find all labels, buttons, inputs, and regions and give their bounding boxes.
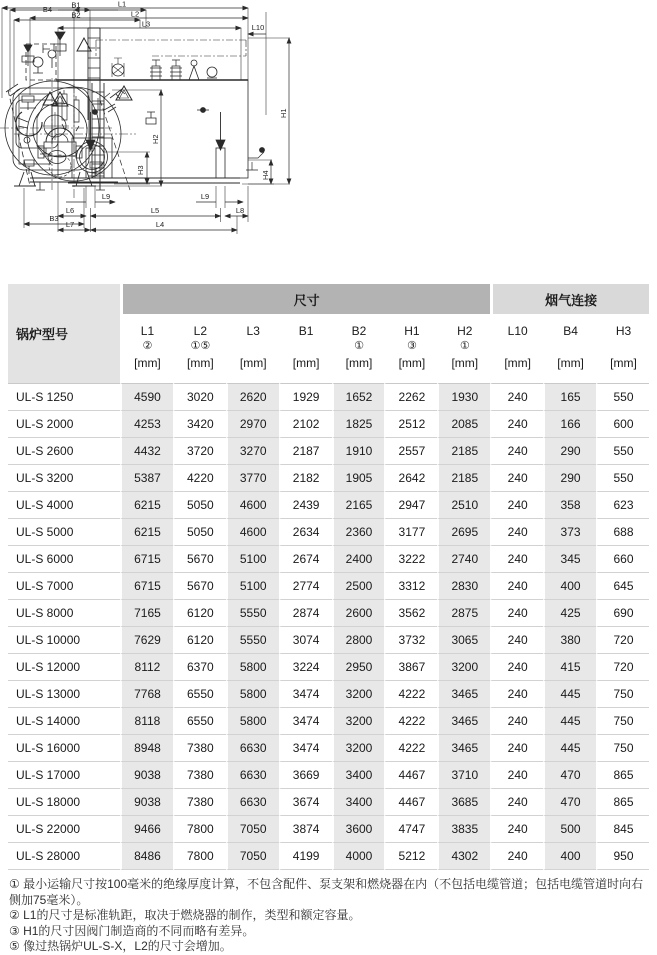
technical-drawings (0, 0, 657, 282)
value-cell-l2: 3720 (173, 438, 226, 465)
value-cell-l3: 5800 (226, 681, 279, 708)
value-cell-l2: 7800 (173, 843, 226, 870)
value-cell-h3: 950 (596, 843, 649, 870)
table-row (8, 708, 649, 735)
value-cell-b2: 3200 (332, 708, 385, 735)
value-cell-h1: 5212 (384, 843, 437, 870)
table-row (8, 492, 649, 519)
value-cell-b4: 290 (543, 438, 596, 465)
value-cell-l2: 5050 (173, 519, 226, 546)
value-cell-h3: 690 (596, 600, 649, 627)
value-cell-b1: 3474 (279, 735, 332, 762)
value-cell-l10: 240 (490, 519, 543, 546)
model-cell: UL-S 5000 (8, 519, 120, 546)
value-cell-l1: 5387 (120, 465, 173, 492)
value-cell-b4: 373 (543, 519, 596, 546)
value-cell-b2: 3200 (332, 681, 385, 708)
model-cell: UL-S 6000 (8, 546, 120, 573)
value-cell-l1: 9038 (120, 789, 173, 816)
value-cell-b2: 2950 (332, 654, 385, 681)
value-cell-h2: 4302 (437, 843, 490, 870)
value-cell-l2: 4220 (173, 465, 226, 492)
value-cell-l3: 2970 (226, 411, 279, 438)
model-cell: UL-S 18000 (8, 789, 120, 816)
model-cell: UL-S 16000 (8, 735, 120, 762)
value-cell-h2: 3200 (437, 654, 490, 681)
value-cell-h2: 2740 (437, 546, 490, 573)
value-cell-l1: 6215 (120, 492, 173, 519)
value-cell-l3: 4600 (226, 492, 279, 519)
footnote: ② L1的尺寸是标准轨距，取决于燃烧器的制作，类型和额定容量。 (9, 908, 361, 922)
model-cell: UL-S 17000 (8, 762, 120, 789)
table-row (8, 735, 649, 762)
value-cell-b1: 4199 (279, 843, 332, 870)
value-cell-l3: 7050 (226, 843, 279, 870)
model-cell: UL-S 10000 (8, 627, 120, 654)
value-cell-h1: 3732 (384, 627, 437, 654)
dim-label-l9-left: L9 (101, 192, 111, 201)
dim-label-h1: H1 (279, 108, 288, 118)
value-cell-h3: 865 (596, 789, 649, 816)
value-cell-l3: 5100 (226, 573, 279, 600)
value-cell-h3: 688 (596, 519, 649, 546)
value-cell-l1: 8486 (120, 843, 173, 870)
model-cell: UL-S 14000 (8, 708, 120, 735)
value-cell-l10: 240 (490, 789, 543, 816)
table-row (8, 438, 649, 465)
value-cell-b2: 3400 (332, 789, 385, 816)
value-cell-b4: 415 (543, 654, 596, 681)
value-cell-l1: 8112 (120, 654, 173, 681)
value-cell-l2: 6550 (173, 708, 226, 735)
value-cell-l10: 240 (490, 465, 543, 492)
value-cell-b2: 3200 (332, 735, 385, 762)
value-cell-l10: 240 (490, 816, 543, 843)
value-cell-l3: 6630 (226, 789, 279, 816)
value-cell-h2: 3835 (437, 816, 490, 843)
value-cell-h1: 2512 (384, 411, 437, 438)
value-cell-l3: 4600 (226, 519, 279, 546)
dim-label-l7: L7 (65, 220, 75, 229)
value-cell-b4: 470 (543, 762, 596, 789)
value-cell-h2: 3465 (437, 735, 490, 762)
value-cell-l3: 7050 (226, 816, 279, 843)
value-cell-h2: 2185 (437, 465, 490, 492)
value-cell-b2: 4000 (332, 843, 385, 870)
value-cell-b1: 2674 (279, 546, 332, 573)
table-row (8, 519, 649, 546)
value-cell-l3: 3770 (226, 465, 279, 492)
model-cell: UL-S 4000 (8, 492, 120, 519)
table-row (8, 762, 649, 789)
dim-label-l10: L10 (251, 23, 265, 32)
footnote: ⑤ 像过热锅炉UL-S-X，L2的尺寸会增加。 (9, 939, 232, 953)
value-cell-l1: 4590 (120, 384, 173, 411)
dim-label-b2: B2 (71, 10, 81, 20)
end-view-drawing (0, 0, 180, 256)
value-cell-h3: 660 (596, 546, 649, 573)
value-cell-h1: 3312 (384, 573, 437, 600)
table-row (8, 789, 649, 816)
dim-label-l2: L2 (130, 9, 140, 19)
value-cell-l2: 6120 (173, 600, 226, 627)
value-cell-b4: 400 (543, 573, 596, 600)
value-cell-l1: 8948 (120, 735, 173, 762)
column-header-b1: B1 [mm] (279, 317, 332, 384)
value-cell-b4: 500 (543, 816, 596, 843)
value-cell-l2: 6120 (173, 627, 226, 654)
value-cell-b2: 2165 (332, 492, 385, 519)
value-cell-h1: 3222 (384, 546, 437, 573)
value-cell-b1: 2774 (279, 573, 332, 600)
value-cell-l10: 240 (490, 384, 543, 411)
model-cell: UL-S 3200 (8, 465, 120, 492)
model-cell: UL-S 22000 (8, 816, 120, 843)
value-cell-h3: 550 (596, 465, 649, 492)
value-cell-b4: 445 (543, 681, 596, 708)
dim-label-l8: L8 (235, 206, 245, 215)
value-cell-l3: 6630 (226, 762, 279, 789)
dim-label-b1: B1 (71, 0, 81, 10)
value-cell-b2: 2600 (332, 600, 385, 627)
value-cell-l2: 5670 (173, 573, 226, 600)
value-cell-l10: 240 (490, 438, 543, 465)
value-cell-b2: 1910 (332, 438, 385, 465)
value-cell-b4: 345 (543, 546, 596, 573)
value-cell-l3: 5800 (226, 654, 279, 681)
value-cell-b2: 1905 (332, 465, 385, 492)
value-cell-h2: 2695 (437, 519, 490, 546)
value-cell-b1: 2187 (279, 438, 332, 465)
value-cell-h3: 845 (596, 816, 649, 843)
table-row (8, 843, 649, 870)
value-cell-b4: 358 (543, 492, 596, 519)
column-header-l3: L3 [mm] (226, 317, 279, 384)
column-header-l2: L2 ①⑤ [mm] (173, 317, 226, 384)
value-cell-l2: 6550 (173, 681, 226, 708)
value-cell-b1: 3474 (279, 708, 332, 735)
value-cell-b2: 2400 (332, 546, 385, 573)
group-header-flue-connection: 烟气连接 (490, 284, 649, 317)
model-cell: UL-S 1250 (8, 384, 120, 411)
value-cell-h3: 550 (596, 438, 649, 465)
value-cell-l1: 8118 (120, 708, 173, 735)
value-cell-l3: 5550 (226, 627, 279, 654)
value-cell-h1: 4222 (384, 681, 437, 708)
dim-label-l1: L1 (117, 0, 127, 9)
value-cell-l10: 240 (490, 411, 543, 438)
model-cell: UL-S 2600 (8, 438, 120, 465)
value-cell-h2: 2185 (437, 438, 490, 465)
model-cell: UL-S 8000 (8, 600, 120, 627)
footnote: ① 最小运输尺寸按100毫米的绝缘厚度计算，不包含配件、泵支架和燃烧器在内（不包括电缆管道；包括电缆管道时向右侧加75毫米）。 (9, 877, 644, 907)
table-row (8, 600, 649, 627)
value-cell-h1: 4222 (384, 735, 437, 762)
value-cell-l10: 240 (490, 843, 543, 870)
table-row (8, 573, 649, 600)
value-cell-h3: 750 (596, 681, 649, 708)
model-cell: UL-S 13000 (8, 681, 120, 708)
value-cell-l1: 4253 (120, 411, 173, 438)
column-header-h1: H1 ③ [mm] (384, 317, 437, 384)
model-column-header: 锅炉型号 (8, 284, 120, 384)
value-cell-h3: 550 (596, 384, 649, 411)
model-cell: UL-S 7000 (8, 573, 120, 600)
dim-label-l5: L5 (150, 206, 160, 215)
value-cell-l10: 240 (490, 708, 543, 735)
value-cell-h3: 750 (596, 735, 649, 762)
value-cell-h3: 720 (596, 654, 649, 681)
value-cell-l10: 240 (490, 492, 543, 519)
value-cell-h1: 4747 (384, 816, 437, 843)
value-cell-b4: 425 (543, 600, 596, 627)
value-cell-l10: 240 (490, 762, 543, 789)
value-cell-l3: 2620 (226, 384, 279, 411)
value-cell-h1: 2642 (384, 465, 437, 492)
value-cell-b4: 470 (543, 789, 596, 816)
dim-label-b4: B4 (42, 5, 52, 14)
value-cell-l1: 6715 (120, 546, 173, 573)
value-cell-l2: 3420 (173, 411, 226, 438)
dimension-table (8, 284, 649, 870)
value-cell-b1: 3224 (279, 654, 332, 681)
value-cell-h2: 3465 (437, 708, 490, 735)
value-cell-b2: 1825 (332, 411, 385, 438)
value-cell-l2: 3020 (173, 384, 226, 411)
table-row (8, 654, 649, 681)
value-cell-h3: 600 (596, 411, 649, 438)
column-header-h2: H2 ① [mm] (437, 317, 490, 384)
group-header-dimensions: 尺寸 (120, 284, 490, 317)
value-cell-h2: 1930 (437, 384, 490, 411)
footnote: ③ H1的尺寸因阀门制造商的不同而略有差异。 (9, 923, 255, 938)
value-cell-h2: 3465 (437, 681, 490, 708)
value-cell-b1: 2874 (279, 600, 332, 627)
value-cell-h1: 3177 (384, 519, 437, 546)
dim-label-l9-right: L9 (200, 192, 210, 201)
value-cell-l3: 5100 (226, 546, 279, 573)
value-cell-h1: 4467 (384, 762, 437, 789)
value-cell-l1: 7165 (120, 600, 173, 627)
value-cell-l10: 240 (490, 573, 543, 600)
value-cell-b1: 3674 (279, 789, 332, 816)
model-cell: UL-S 12000 (8, 654, 120, 681)
column-header-l10: L10 [mm] (490, 317, 543, 384)
value-cell-b2: 2500 (332, 573, 385, 600)
value-cell-l10: 240 (490, 654, 543, 681)
table-row (8, 816, 649, 843)
value-cell-h2: 2085 (437, 411, 490, 438)
model-cell: UL-S 2000 (8, 411, 120, 438)
value-cell-h1: 2947 (384, 492, 437, 519)
value-cell-b1: 3474 (279, 681, 332, 708)
value-cell-h2: 3710 (437, 762, 490, 789)
table-row (8, 384, 649, 411)
dim-label-l3: L3 (141, 19, 151, 29)
value-cell-l2: 7800 (173, 816, 226, 843)
value-cell-l2: 7380 (173, 762, 226, 789)
value-cell-l2: 6370 (173, 654, 226, 681)
footnotes (9, 877, 648, 955)
table-row (8, 465, 649, 492)
value-cell-b4: 445 (543, 708, 596, 735)
value-cell-h1: 3562 (384, 600, 437, 627)
value-cell-l10: 240 (490, 627, 543, 654)
column-header-l1: L1 ② [mm] (120, 317, 173, 384)
value-cell-l3: 5800 (226, 708, 279, 735)
value-cell-h2: 3065 (437, 627, 490, 654)
value-cell-l10: 240 (490, 600, 543, 627)
value-cell-l2: 7380 (173, 735, 226, 762)
value-cell-h2: 3685 (437, 789, 490, 816)
value-cell-h1: 4467 (384, 789, 437, 816)
value-cell-h3: 645 (596, 573, 649, 600)
value-cell-b1: 2182 (279, 465, 332, 492)
value-cell-l1: 6215 (120, 519, 173, 546)
value-cell-h2: 2875 (437, 600, 490, 627)
value-cell-h1: 3867 (384, 654, 437, 681)
column-header-b4: B4 [mm] (543, 317, 596, 384)
value-cell-l1: 6715 (120, 573, 173, 600)
value-cell-l1: 7629 (120, 627, 173, 654)
dim-label-l6: L6 (65, 206, 75, 215)
value-cell-l2: 5050 (173, 492, 226, 519)
value-cell-l3: 5550 (226, 600, 279, 627)
model-cell: UL-S 28000 (8, 843, 120, 870)
value-cell-b1: 3874 (279, 816, 332, 843)
value-cell-h3: 750 (596, 708, 649, 735)
value-cell-h3: 865 (596, 762, 649, 789)
value-cell-l3: 3270 (226, 438, 279, 465)
value-cell-b2: 3600 (332, 816, 385, 843)
dim-label-h4: H4 (261, 170, 270, 180)
value-cell-b1: 2439 (279, 492, 332, 519)
value-cell-b1: 1929 (279, 384, 332, 411)
value-cell-h1: 2557 (384, 438, 437, 465)
value-cell-b2: 2360 (332, 519, 385, 546)
table-row (8, 627, 649, 654)
value-cell-b2: 1652 (332, 384, 385, 411)
table-row (8, 411, 649, 438)
value-cell-l1: 9466 (120, 816, 173, 843)
value-cell-b2: 3400 (332, 762, 385, 789)
value-cell-b4: 165 (543, 384, 596, 411)
table-row (8, 546, 649, 573)
value-cell-b2: 2800 (332, 627, 385, 654)
value-cell-h3: 623 (596, 492, 649, 519)
value-cell-b4: 400 (543, 843, 596, 870)
value-cell-b4: 290 (543, 465, 596, 492)
value-cell-l2: 5670 (173, 546, 226, 573)
dim-label-h3: H3 (136, 165, 145, 175)
value-cell-l1: 9038 (120, 762, 173, 789)
column-header-h3: H3 [mm] (596, 317, 649, 384)
value-cell-h2: 2830 (437, 573, 490, 600)
value-cell-b4: 380 (543, 627, 596, 654)
value-cell-b4: 445 (543, 735, 596, 762)
value-cell-l10: 240 (490, 735, 543, 762)
value-cell-b1: 2102 (279, 411, 332, 438)
value-cell-l1: 7768 (120, 681, 173, 708)
value-cell-b4: 166 (543, 411, 596, 438)
value-cell-l2: 7380 (173, 789, 226, 816)
value-cell-l10: 240 (490, 681, 543, 708)
value-cell-h1: 4222 (384, 708, 437, 735)
value-cell-h3: 720 (596, 627, 649, 654)
value-cell-l10: 240 (490, 546, 543, 573)
column-header-b2: B2 ① [mm] (332, 317, 385, 384)
dim-label-l4: L4 (155, 220, 165, 229)
value-cell-h2: 2510 (437, 492, 490, 519)
value-cell-b1: 3074 (279, 627, 332, 654)
dim-label-b3: B3 (49, 214, 59, 223)
value-cell-b1: 3669 (279, 762, 332, 789)
dim-label-h2: H2 (151, 134, 160, 144)
value-cell-l3: 6630 (226, 735, 279, 762)
value-cell-h1: 2262 (384, 384, 437, 411)
value-cell-l1: 4432 (120, 438, 173, 465)
table-row (8, 681, 649, 708)
group-header-row (8, 284, 649, 317)
value-cell-b1: 2634 (279, 519, 332, 546)
